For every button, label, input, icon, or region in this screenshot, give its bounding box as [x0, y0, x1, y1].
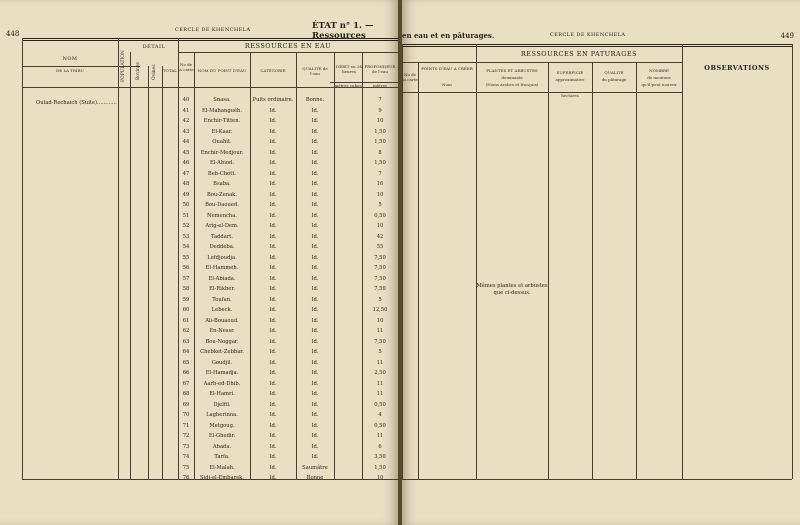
header-debit-unit: mètres cubes	[334, 83, 362, 88]
row-quality: Id.	[311, 233, 319, 240]
plants-note-line1: Mêmes plantes et arbustes	[476, 283, 548, 289]
row-quality: Id.	[311, 107, 319, 114]
row-point-name: Bou-Noggar.	[205, 338, 239, 345]
page-number: 449	[780, 32, 794, 40]
row-category: Id.	[269, 464, 277, 471]
row-quality: Saumâtre	[302, 464, 328, 471]
header-categorie: CATÉGORIE	[260, 68, 286, 73]
row-point-name: Deddeba.	[209, 244, 235, 250]
row-number: 59	[182, 296, 190, 303]
right-page	[402, 0, 800, 525]
row-point-name: Nemencha.	[207, 212, 237, 219]
row-number: 50	[182, 202, 190, 208]
row-quality: Id.	[311, 317, 319, 324]
row-quality: Id.	[311, 401, 319, 408]
row-category: Id.	[269, 254, 277, 261]
row-number: 49	[182, 191, 190, 198]
row-point-name: El-Kaar.	[211, 128, 233, 135]
row-category: Id.	[269, 412, 277, 418]
row-number: 63	[182, 338, 190, 345]
row-depth: 7,50	[374, 286, 386, 292]
row-point-name: El-Mahanguéb.	[201, 107, 243, 114]
row-depth: 10	[376, 223, 384, 229]
row-depth: 7,50	[374, 265, 386, 271]
header-nom: Nom	[442, 82, 452, 87]
row-number: 72	[182, 433, 190, 439]
row-depth: 7,50	[374, 254, 386, 261]
row-number: 57	[182, 275, 190, 282]
header-nom-sub: DE LA TRIBU	[56, 68, 84, 73]
page-number: 448	[6, 30, 20, 38]
header-ressources-paturages: RESSOURCES EN PATURAGES	[520, 50, 638, 58]
row-quality: Id.	[311, 275, 319, 282]
row-depth: 1,50	[374, 139, 386, 145]
row-point-name: Taddart.	[210, 233, 234, 240]
header-plantes-sub2: (Noms arabes et français)	[485, 82, 539, 87]
row-depth: 11	[376, 433, 384, 439]
row-depth: 11	[376, 359, 384, 366]
row-depth: 10	[376, 191, 384, 198]
row-category: Id.	[269, 422, 277, 429]
row-quality: Id.	[311, 181, 319, 187]
tribe-name: Oulad-Rechaich (Suite)............	[36, 100, 117, 106]
row-point-name: Aarb-ed-Dhib.	[203, 380, 241, 387]
row-quality: Bonne	[306, 475, 324, 481]
row-depth: 1,50	[374, 128, 386, 135]
row-quality: Id.	[311, 454, 319, 460]
row-depth: 11	[376, 380, 384, 387]
row-number: 74	[182, 454, 190, 460]
row-point-name: Chebket-Zebbar.	[200, 349, 244, 355]
row-quality: Id.	[311, 359, 319, 366]
row-number: 76	[182, 475, 190, 481]
row-depth: 4	[378, 412, 382, 418]
row-number: 56	[182, 265, 190, 271]
row-number: 73	[182, 443, 190, 450]
plants-note-line2: que ci-dessus.	[493, 290, 531, 296]
row-quality: Id.	[311, 139, 319, 145]
row-number: 52	[182, 223, 190, 229]
row-depth: 11	[376, 328, 384, 334]
header-superficie: SUPERFICIE	[556, 70, 584, 75]
running-head: CERCLE DE KHENCHELA	[175, 27, 251, 33]
row-quality: Id.	[311, 170, 319, 177]
row-quality: Id.	[311, 380, 319, 387]
row-quality: Id.	[311, 422, 319, 429]
row-number: 42	[182, 118, 190, 124]
row-point-name: El-Hamadja.	[205, 370, 239, 376]
row-category: Id.	[269, 380, 277, 387]
row-number: 41	[182, 107, 190, 114]
row-number: 71	[182, 422, 190, 429]
row-category: Id.	[269, 307, 277, 313]
header-nom-point: NOM DU POINT D'EAU	[197, 68, 247, 73]
row-point-name: Ali-Bouaoud.	[205, 317, 239, 324]
row-category: Id.	[269, 223, 277, 229]
row-point-name: Beb-Chott.	[207, 170, 237, 177]
row-depth: 8	[378, 149, 382, 156]
row-point-name: Toufan.	[212, 296, 232, 303]
row-depth: 5	[378, 349, 382, 355]
row-number: 47	[182, 170, 190, 177]
row-number: 61	[182, 317, 190, 324]
row-depth: 7,50	[374, 338, 386, 345]
row-point-name: Sidi-el-Embarek.	[200, 475, 244, 481]
left-page	[0, 0, 398, 525]
row-quality: Id.	[311, 286, 319, 292]
row-quality: Id.	[311, 296, 319, 303]
row-category: Id.	[269, 296, 277, 303]
row-quality: Id.	[311, 202, 319, 208]
row-quality: Id.	[311, 391, 319, 397]
row-point-name: El-Abiod.	[209, 160, 235, 166]
row-category: Id.	[269, 443, 277, 450]
header-total: TOTAL	[163, 68, 177, 73]
row-depth: 7	[378, 97, 382, 103]
row-quality: Id.	[311, 328, 319, 334]
header-no-carte: No de la carte	[178, 62, 194, 72]
row-number: 53	[182, 233, 190, 240]
row-depth: 5	[378, 202, 382, 208]
row-category: Id.	[269, 212, 277, 219]
row-quality: Id.	[311, 254, 319, 261]
row-quality: Id.	[311, 412, 319, 418]
header-no-carte: No de la carte	[402, 72, 418, 82]
row-point-name: Djelfil.	[213, 401, 231, 408]
row-quality: Id.	[311, 244, 319, 250]
row-quality: Id.	[311, 370, 319, 376]
row-category: Id.	[269, 475, 277, 481]
row-quality: Id.	[311, 433, 319, 439]
row-category: Id.	[269, 233, 277, 240]
row-quality: Id.	[311, 149, 319, 156]
header-nom: NOM	[62, 56, 78, 62]
row-depth: 3,50	[374, 454, 386, 460]
header-qualite-sub: du pâturage	[601, 77, 627, 82]
row-point-name: El-Ghedir.	[208, 433, 236, 439]
row-category: Id.	[269, 401, 277, 408]
row-category: Id.	[269, 265, 277, 271]
row-point-name: Enchir-Titten.	[203, 118, 241, 124]
row-point-name: Lebeck.	[211, 307, 233, 313]
row-depth: 1,50	[374, 464, 386, 471]
row-category: Id.	[269, 317, 277, 324]
row-category: Puits ordinaire.	[252, 97, 294, 103]
row-depth: 9	[378, 107, 382, 114]
row-category: Id.	[269, 107, 277, 114]
header-profondeur-unit: mètres	[372, 83, 388, 88]
row-depth: 10	[376, 317, 384, 324]
running-head: CERCLE DE KHENCHELA	[550, 32, 626, 38]
row-quality: Id.	[311, 160, 319, 166]
row-point-name: El-Hamri.	[209, 391, 235, 397]
header-superficie-unit: hectares	[561, 93, 579, 98]
row-depth: 0,50	[374, 401, 386, 408]
row-point-name: Ouahit.	[212, 139, 232, 145]
row-depth: 2,50	[374, 370, 386, 376]
row-number: 67	[182, 380, 190, 387]
row-depth: 0,50	[374, 212, 386, 219]
row-category: Id.	[269, 149, 277, 156]
row-depth: 1,50	[374, 160, 386, 166]
row-depth: 10	[376, 118, 384, 124]
row-quality: Id.	[311, 349, 319, 355]
row-point-name: Tarfa.	[214, 454, 230, 460]
row-category: Id.	[269, 286, 277, 292]
row-number: 65	[182, 359, 190, 366]
header-bovines: Bovines	[136, 62, 141, 80]
row-category: Id.	[269, 244, 277, 250]
header-qualite: QUALITÉ de l'eau	[302, 66, 328, 76]
row-number: 54	[182, 244, 190, 250]
row-category: Id.	[269, 170, 277, 177]
row-quality: Id.	[311, 223, 319, 229]
row-category: Id.	[269, 191, 277, 198]
row-category: Id.	[269, 202, 277, 208]
row-number: 69	[182, 401, 190, 408]
row-category: Id.	[269, 118, 277, 124]
header-debit: DÉBIT en 24 heures	[336, 64, 362, 74]
row-point-name: Bou-Daoued.	[205, 202, 239, 208]
page-title: ÉTAT n° 1. — Ressources	[312, 21, 374, 41]
header-superficie-sub: approximative	[555, 77, 585, 82]
page-title: en eau et en pâturages.	[402, 31, 495, 40]
row-category: Id.	[269, 391, 277, 397]
row-number: 70	[182, 412, 190, 418]
row-number: 60	[182, 307, 190, 313]
row-quality: Id.	[311, 265, 319, 271]
row-point-name: El-Hammeh.	[205, 265, 239, 271]
row-point-name: En-Nessr.	[209, 328, 235, 334]
row-point-name: El-Abiada.	[208, 275, 236, 282]
row-number: 64	[182, 349, 190, 355]
row-category: Id.	[269, 328, 277, 334]
header-population: POPULATION	[121, 50, 126, 82]
row-point-name: Lefdjoudja.	[207, 254, 237, 261]
row-depth: 7,50	[374, 275, 386, 282]
row-point-name: Lagherinna.	[206, 412, 238, 418]
row-number: 43	[182, 128, 190, 135]
row-quality: Id.	[311, 212, 319, 219]
row-number: 51	[182, 212, 190, 219]
row-number: 62	[182, 328, 190, 334]
row-quality: Id.	[311, 443, 319, 450]
row-point-name: Abada.	[212, 443, 232, 450]
header-plantes-sub: dominants	[501, 75, 523, 80]
row-depth: 55	[376, 244, 384, 250]
header-qualite: QUALITÉ	[604, 70, 624, 75]
row-number: 46	[182, 160, 190, 166]
row-depth: 7	[378, 170, 382, 177]
header-nombre-sub2: qu'il peut nourrir	[641, 82, 677, 87]
row-number: 75	[182, 464, 190, 471]
row-number: 68	[182, 391, 190, 397]
row-point-name: Bsaba.	[213, 181, 231, 187]
row-depth: 11	[376, 391, 384, 397]
row-category: Id.	[269, 160, 277, 166]
row-number: 40	[182, 97, 190, 103]
row-point-name: Arig-el-Dem.	[205, 223, 239, 229]
row-category: Id.	[269, 433, 277, 439]
row-quality: Bonne.	[305, 97, 325, 103]
row-depth: 12,50	[372, 307, 388, 313]
row-number: 48	[182, 181, 190, 187]
row-point-name: El-Rikber.	[209, 286, 235, 292]
header-plantes: PLANTES ET ARBUSTES	[486, 68, 538, 73]
row-category: Id.	[269, 181, 277, 187]
header-profondeur: PROFONDEUR de l'eau	[364, 64, 396, 74]
row-category: Id.	[269, 275, 277, 282]
row-category: Id.	[269, 128, 277, 135]
row-category: Id.	[269, 139, 277, 145]
header-points-creer: POINTS D'EAU A CRÉER	[421, 66, 473, 71]
header-nombre: NOMBRE	[649, 68, 669, 73]
header-ovines: Ovines	[152, 64, 157, 80]
row-category: Id.	[269, 359, 277, 366]
row-depth: 10	[376, 475, 384, 481]
row-quality: Id.	[311, 307, 319, 313]
row-number: 66	[182, 370, 190, 376]
row-number: 55	[182, 254, 190, 261]
row-depth: 6	[378, 443, 382, 450]
row-depth: 16	[376, 181, 384, 187]
row-point-name: Goudjil.	[211, 359, 233, 366]
row-depth: 0,50	[374, 422, 386, 429]
header-detail: DÉTAIL	[142, 44, 166, 50]
row-point-name: El-Malah.	[209, 464, 235, 471]
row-quality: Id.	[311, 338, 319, 345]
header-nombre-sub: de moutons	[647, 75, 671, 80]
row-category: Id.	[269, 454, 277, 460]
row-quality: Id.	[311, 118, 319, 124]
row-category: Id.	[269, 370, 277, 376]
row-depth: 42	[376, 233, 384, 240]
header-ressources-eau: RESSOURCES EN EAU	[244, 42, 332, 50]
row-number: 44	[182, 139, 190, 145]
row-number: 58	[182, 286, 190, 292]
row-point-name: Snasa.	[213, 97, 231, 103]
row-number: 45	[182, 149, 190, 156]
row-point-name: Enchir-Medjour.	[200, 149, 244, 156]
row-point-name: Metgoug.	[209, 422, 235, 429]
row-category: Id.	[269, 338, 277, 345]
row-quality: Id.	[311, 128, 319, 135]
row-point-name: Bou-Zenak.	[207, 191, 237, 198]
row-depth: 5	[378, 296, 382, 303]
row-quality: Id.	[311, 191, 319, 198]
row-category: Id.	[269, 349, 277, 355]
header-observations: OBSERVATIONS	[704, 64, 770, 72]
